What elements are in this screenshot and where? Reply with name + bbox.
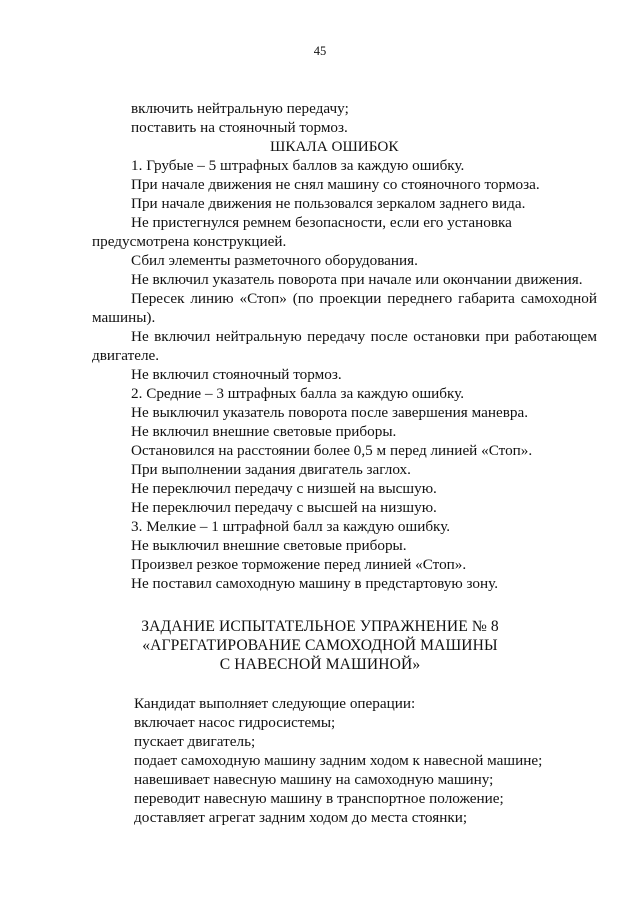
task-title-line: С НАВЕСНОЙ МАШИНОЙ» [219,656,421,673]
error-item: Пересек линию «Стоп» (по проекции переднего габарита самоходной [131,290,597,307]
minor-errors-heading: 3. Мелкие – 1 штрафной балл за каждую ошибку. [131,518,451,535]
operation-item: доставляет агрегат задним ходом до места стоянки; [134,809,468,826]
task-intro: Кандидат выполняет следующие операции: [134,695,416,712]
operation-item: навешивает навесную машину на самоходную машину; [134,771,494,788]
section-title: ШКАЛА ОШИБОК [270,138,399,155]
text-line: включить нейтральную передачу; [131,100,349,117]
error-item: При начале движения не снял машину со стояночного тормоза. [131,176,540,193]
error-item: Не включил указатель поворота при начале или окончании движения. [131,271,583,288]
error-item: Сбил элементы разметочного оборудования. [131,252,418,269]
page-number: 45 [313,44,327,58]
error-item: При начале движения не пользовался зеркалом заднего вида. [131,195,526,212]
operation-item: пускает двигатель; [134,733,256,750]
operation-item: переводит навесную машину в транспортное положение; [134,790,504,807]
text-line: поставить на стояночный тормоз. [131,119,348,136]
error-item: Не включил стояночный тормоз. [131,366,342,383]
error-item: Не выключил внешние световые приборы. [131,537,407,554]
task-title-line: «АГРЕГАТИРОВАНИЕ САМОХОДНОЙ МАШИНЫ [142,637,498,654]
error-item: Не поставил самоходную машину в предстартовую зону. [131,575,499,592]
error-item: При выполнении задания двигатель заглох. [131,461,411,478]
operation-item: подает самоходную машину задним ходом к навесной машине; [134,752,543,769]
task-title-line: ЗАДАНИЕ ИСПЫТАТЕЛЬНОЕ УПРАЖНЕНИЕ № 8 [141,618,499,635]
gross-errors-heading: 1. Грубые – 5 штрафных баллов за каждую ошибку. [131,157,465,174]
error-item: Не переключил передачу с высшей на низшую. [131,499,437,516]
error-item: Не пристегнулся ремнем безопасности, если его установка [131,214,512,231]
error-item: Не включил внешние световые приборы. [131,423,397,440]
error-item: Остановился на расстоянии более 0,5 м перед линией «Стоп». [131,442,533,459]
error-item: Не включил нейтральную передачу после остановки при работающем [131,328,597,345]
medium-errors-heading: 2. Средние – 3 штрафных балла за каждую ошибку. [131,385,465,402]
error-item-continuation: предусмотрена конструкцией. [92,233,287,250]
operation-item: включает насос гидросистемы; [134,714,336,731]
error-item: Не переключил передачу с низшей на высшую. [131,480,437,497]
error-item-continuation: машины). [92,309,156,326]
error-item: Не выключил указатель поворота после завершения маневра. [131,404,528,421]
error-item: Произвел резкое торможение перед линией «Стоп». [131,556,467,573]
error-item-continuation: двигателе. [92,347,160,364]
